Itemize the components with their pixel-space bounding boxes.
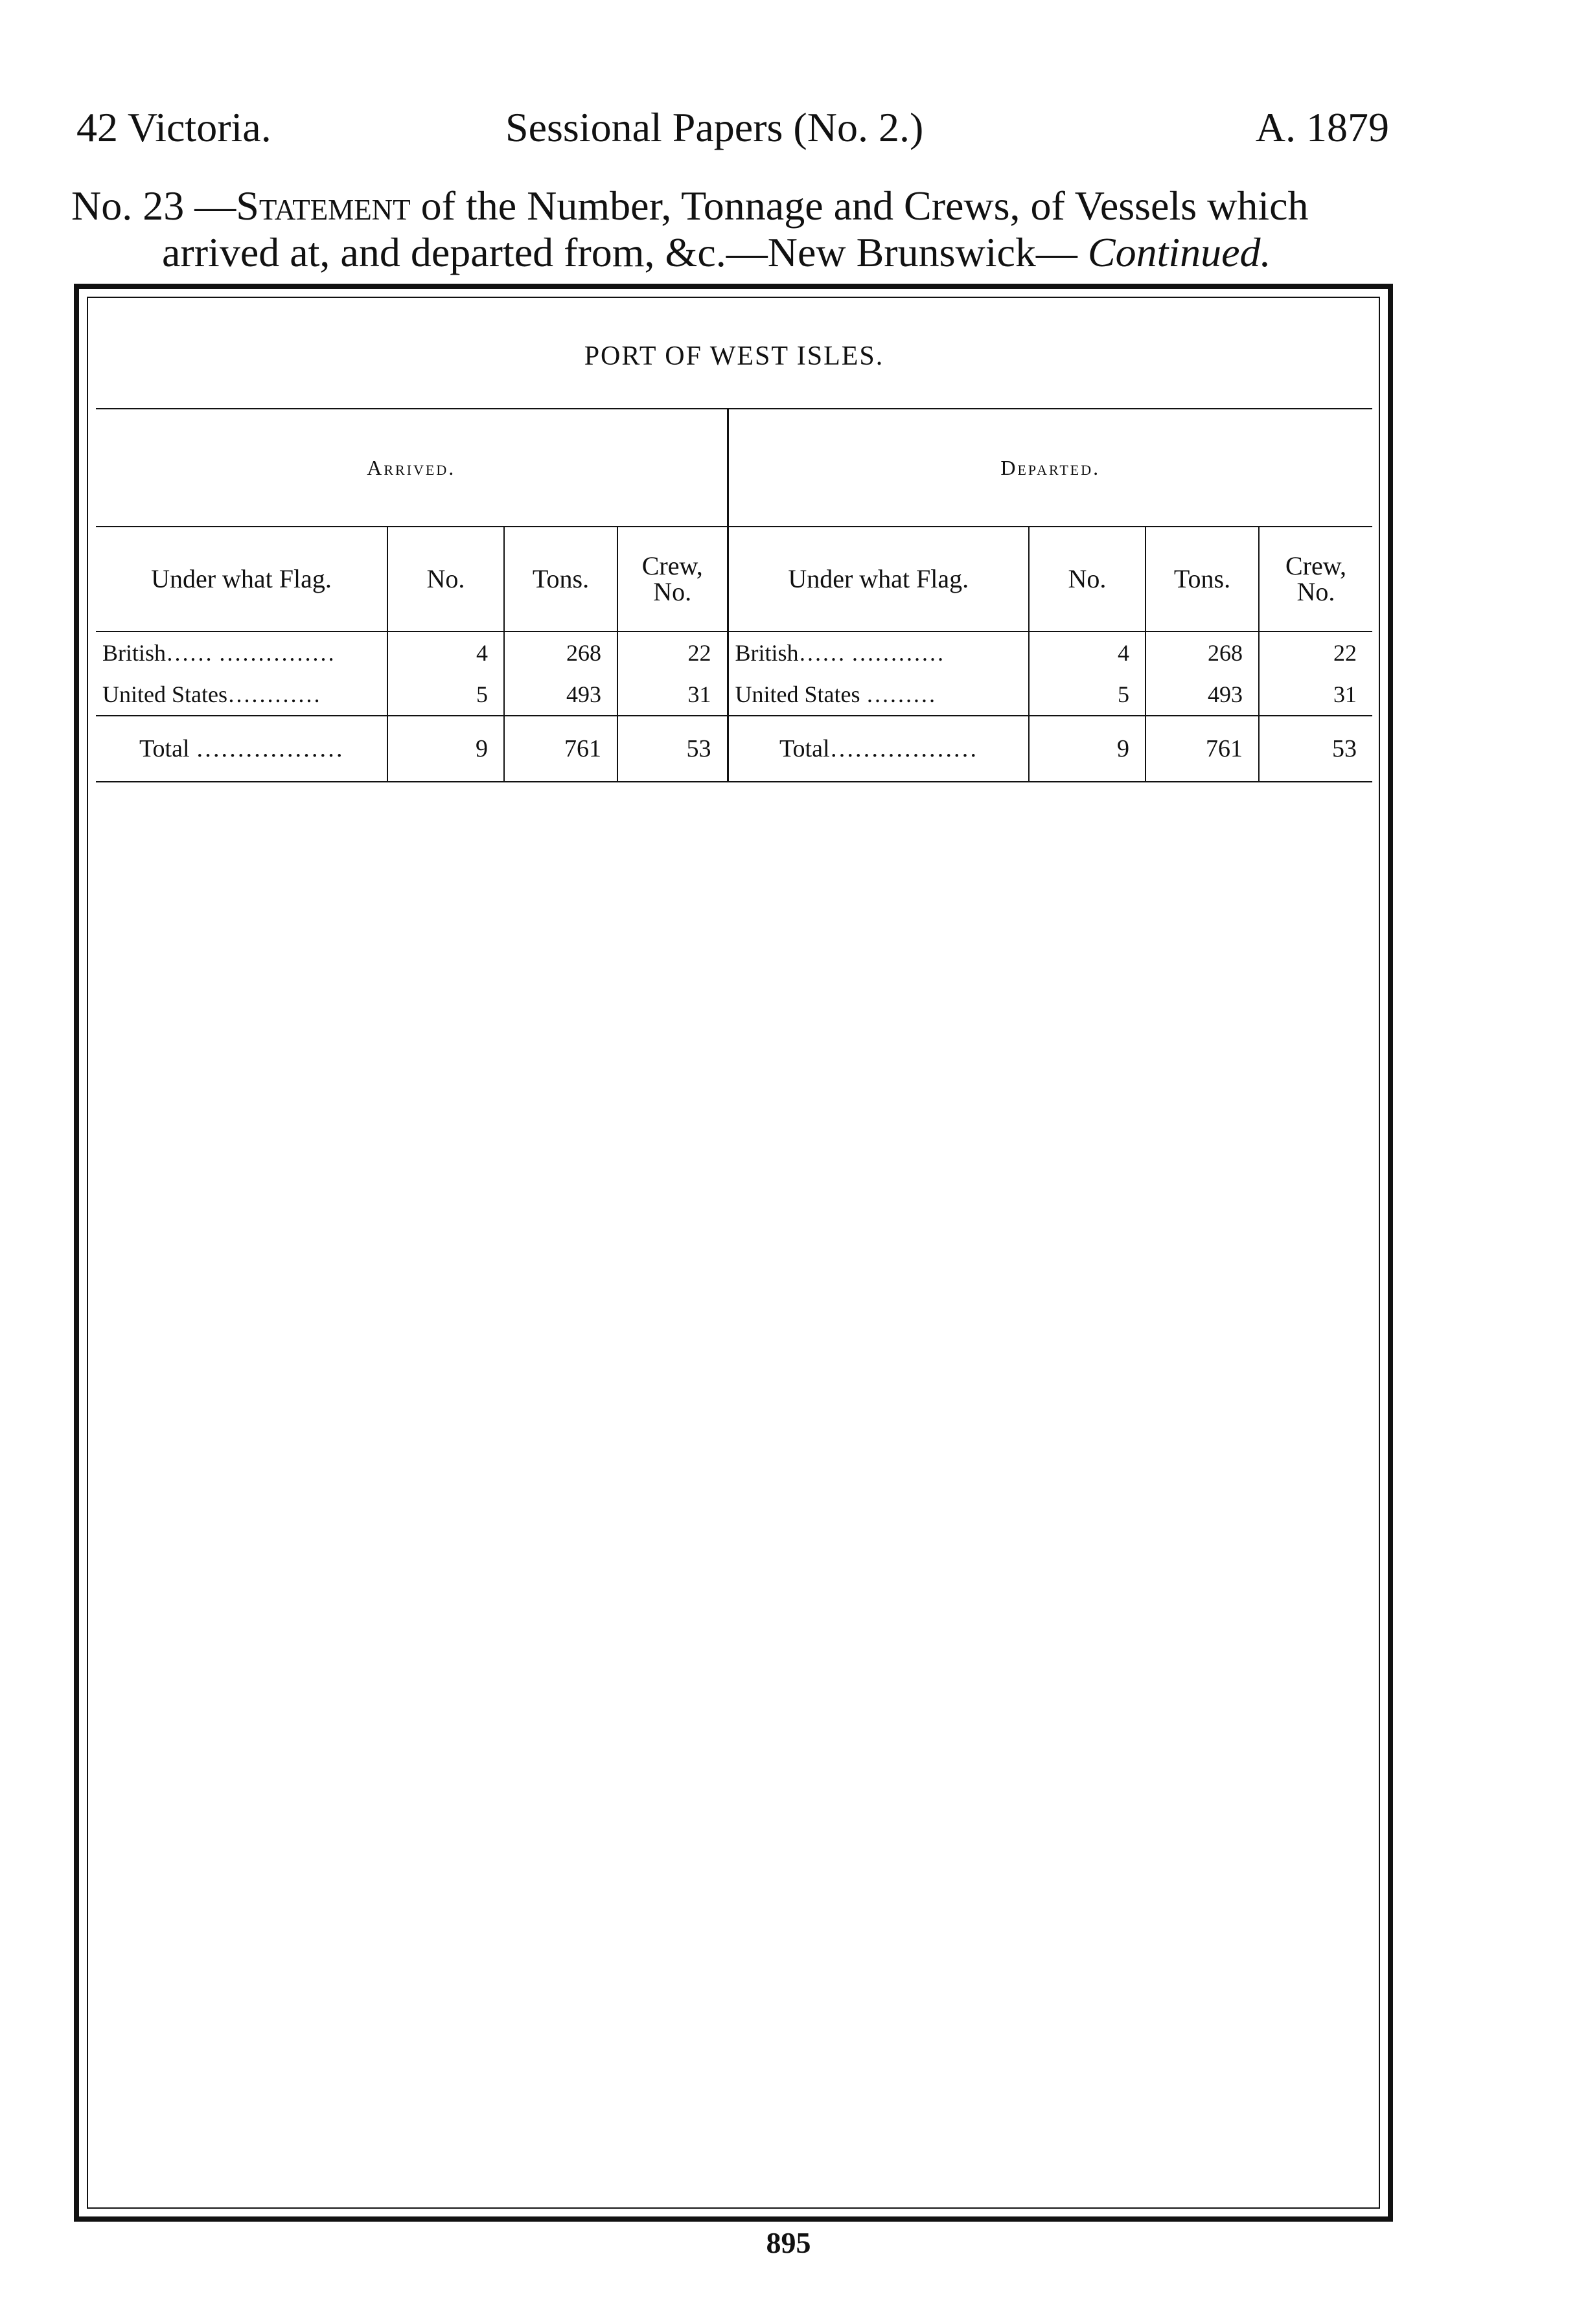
table-row (96, 632, 1372, 674)
arrived-total-crew: 53 (617, 716, 728, 782)
running-head-left: 42 Victoria. (76, 104, 271, 150)
departed-flag-header: Under what Flag. (728, 527, 1029, 632)
departed-total-crew: 53 (1259, 716, 1372, 782)
departed-tons-cell: 268 (1145, 632, 1259, 674)
arrived-crew-header-line1: Crew, (641, 551, 703, 580)
running-head-center: Sessional Papers (No. 2.) (505, 104, 924, 150)
total-row (96, 716, 1372, 782)
arrived-crew-cell: 31 (617, 674, 728, 716)
title-line1-rest: of the Number, Tonnage and Crews, of Vessels which (410, 183, 1309, 229)
title-statement-word: Statement (236, 183, 411, 229)
arrived-tons-cell: 493 (504, 674, 617, 716)
arrived-flag-cell: British…… …………… (102, 640, 336, 666)
port-heading-row (96, 304, 1372, 409)
section-heading-row (96, 409, 1372, 527)
departed-crew-header (1259, 527, 1372, 632)
statement-title (71, 183, 1399, 276)
departed-heading: Departed. (728, 409, 1372, 527)
page-number: 895 (766, 2226, 811, 2259)
arrived-crew-header-line2: No. (653, 577, 692, 606)
arrived-tons-cell: 268 (504, 632, 617, 674)
table-row (96, 674, 1372, 716)
departed-crew-cell: 22 (1259, 632, 1372, 674)
arrived-heading: Arrived. (96, 409, 728, 527)
running-head (0, 104, 1577, 162)
port-statement-table (96, 304, 1372, 782)
arrived-flag-header: Under what Flag. (96, 527, 387, 632)
departed-flag-cell: British…… ………… (728, 632, 1029, 674)
title-line2-plain: arrived at, and departed from, &c.—New Brunswick— (162, 229, 1088, 275)
departed-no-header: No. (1029, 527, 1145, 632)
column-header-row (96, 527, 1372, 632)
arrived-total-no: 9 (387, 716, 504, 782)
departed-crew-header-line2: No. (1296, 577, 1335, 606)
departed-no-cell: 4 (1029, 632, 1145, 674)
arrived-tons-header: Tons. (504, 527, 617, 632)
arrived-no-header: No. (387, 527, 504, 632)
departed-flag-cell: United States ……… (728, 674, 1029, 716)
port-heading: PORT OF WEST ISLES. (96, 304, 1372, 409)
departed-tons-cell: 493 (1145, 674, 1259, 716)
departed-tons-header: Tons. (1145, 527, 1259, 632)
arrived-flag-cell: United States………… (102, 681, 321, 707)
departed-total-label: Total……………… (728, 716, 1029, 782)
arrived-total-label: Total ……………… (96, 716, 387, 782)
title-continued: Continued. (1087, 229, 1271, 275)
departed-crew-header-line1: Crew, (1285, 551, 1347, 580)
arrived-total-tons: 761 (504, 716, 617, 782)
arrived-crew-header (617, 527, 728, 632)
title-line2 (71, 229, 1399, 276)
departed-crew-cell: 31 (1259, 674, 1372, 716)
title-number: No. 23 — (71, 183, 236, 229)
arrived-no-cell: 4 (387, 632, 504, 674)
arrived-no-cell: 5 (387, 674, 504, 716)
departed-total-no: 9 (1029, 716, 1145, 782)
running-head-right: A. 1879 (1255, 104, 1389, 150)
departed-total-tons: 761 (1145, 716, 1259, 782)
arrived-crew-cell: 22 (617, 632, 728, 674)
departed-no-cell: 5 (1029, 674, 1145, 716)
